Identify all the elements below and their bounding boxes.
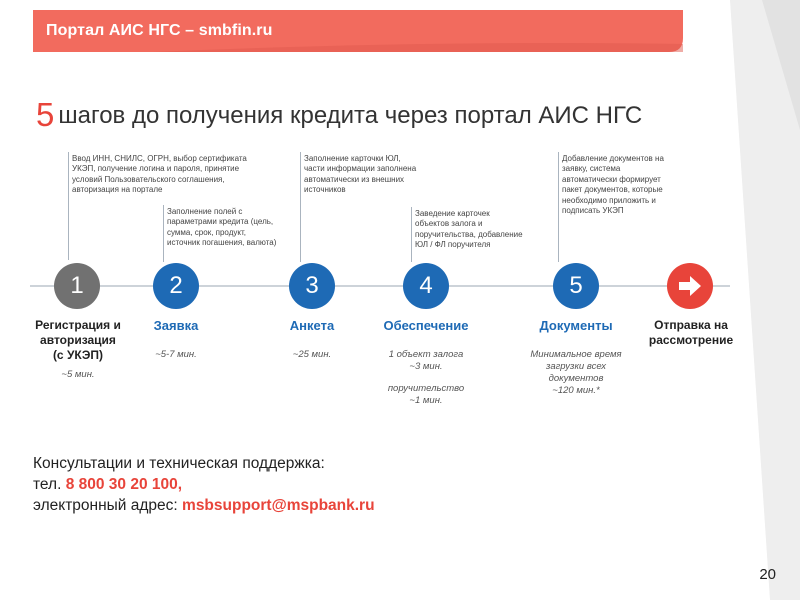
arrow-right-icon: [677, 275, 703, 297]
step-5-description: Добавление документов на заявку, система автоматически формирует пакет документов, которые необходимо приложить и подписать УКЭП: [562, 154, 664, 216]
step-4-circle: 4: [403, 263, 449, 309]
support-heading: Консультации и техническая поддержка:: [33, 455, 325, 472]
timeline-line: [30, 285, 730, 287]
step-5-name: Документы: [539, 318, 613, 333]
step-4-name: Обеспечение: [383, 318, 469, 333]
page-title: [36, 96, 642, 134]
step-3-description: Заполнение карточки ЮЛ, части информации заполнена автоматически из внешних источников: [304, 154, 417, 195]
phone-number[interactable]: 8 800 30 20 100: [65, 476, 178, 493]
step-1-description: Ввод ИНН, СНИЛС, ОГРН, выбор сертификата УКЭП, получение логина и пароля, принятие условий Пользовательского соглашения, авторизация на портале: [72, 154, 247, 195]
connector-1: [68, 152, 69, 260]
page-number: 20: [759, 566, 776, 583]
step-1-timing: ~5 мин.: [61, 369, 95, 380]
step-5-circle: 5: [553, 263, 599, 309]
step-3-name: Анкета: [289, 318, 335, 333]
step-3-timing: ~25 мин.: [292, 349, 332, 360]
connector-5: [558, 152, 559, 262]
step-1-circle: 1: [54, 263, 100, 309]
title-number: 5: [36, 96, 55, 133]
step-3-circle: 3: [289, 263, 335, 309]
step-2-circle: 2: [153, 263, 199, 309]
support-contact: [33, 453, 375, 516]
step-2-description: Заполнение полей с параметрами кредита (цель, сумма, срок, продукт, источник погашения, валюта): [167, 207, 277, 248]
title-text: шагов до получения кредита через портал АИС НГС: [58, 102, 643, 129]
step-2-timing: ~5-7 мин.: [155, 349, 197, 360]
step-5-timing: Минимальное время загрузки всех документов ~120 мин.*: [530, 349, 622, 396]
phone-line: тел. 8 800 30 20 100,: [33, 476, 183, 493]
step-final-name: Отправка на рассмотрение: [648, 318, 734, 347]
step-final-circle: [667, 263, 713, 309]
connector-2: [163, 205, 164, 262]
header-title: Портал АИС НГС – smbfin.ru: [46, 22, 273, 39]
corner-decoration: [710, 0, 800, 600]
step-4-timing: 1 объект залога ~3 мин.: [388, 349, 464, 372]
step-4-description: Заведение карточек объектов залога и поручительства, добавление ЮЛ / ФЛ поручителя: [415, 209, 523, 250]
step-2-name: Заявка: [153, 318, 199, 333]
connector-3: [300, 152, 301, 262]
connector-4: [411, 207, 412, 262]
step-4-timing-2: поручительство ~1 мин.: [387, 383, 465, 406]
support-email[interactable]: msbsupport@mspbank.ru: [182, 497, 375, 514]
step-1-name: Регистрация и авторизация (с УКЭП): [35, 318, 121, 362]
email-line: электронный адрес: msbsupport@mspbank.ru: [33, 497, 375, 514]
